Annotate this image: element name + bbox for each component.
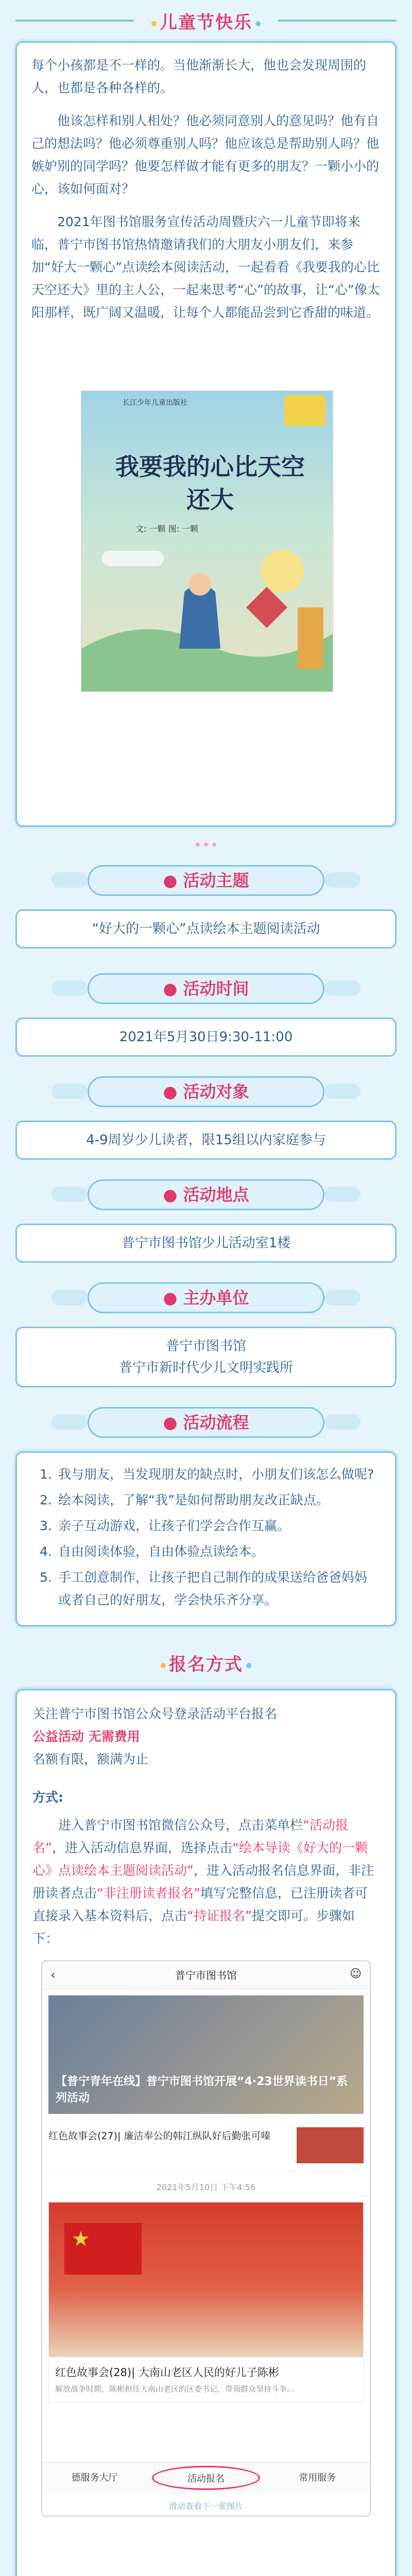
intro-paragraph-3: 2021年图书馆服务宣传活动周暨庆六一儿童节即将来临，普宁市图书馆热情邀请我们的大朋友小朋友们，来参加“好大一颗心”点读绘本阅读活动，一起看看《我要我的心比天空还大》里的主人公，一起来思考“心”的故事，让“心”像太阳那样，既广阔又温暖，让每个人都能品尝到它香甜的味道。	[31, 214, 380, 320]
target-heading-band	[31, 1072, 381, 1111]
dot-icon	[246, 1663, 251, 1668]
method-text: 进入普宁市图书馆微信公众号，点击菜单栏“活动报名”，进入活动信息界面，选择点击“绘本导读《好大的一颗心》点读绘本主题阅读活动”，进入活动报名信息界面，非注册读者点击“非注册读者报名”填写完整信息，已注册读者可直接录入基本资料后，点击“持证报名”提交即可。步骤如下：	[32, 1818, 374, 1946]
band-ear-left	[52, 872, 88, 888]
process-step: 2. 绘本阅读，了解“我”是如何帮助朋友改正缺点。	[40, 1493, 329, 1507]
time-value: 2021年5月30日9:30-11:00	[119, 1029, 293, 1045]
menu-item-activity-signup[interactable]: 活动报名	[152, 2466, 260, 2490]
page-title	[0, 0, 412, 33]
book-author: 文: 一颗 图: 一颗	[135, 524, 199, 534]
process-heading: ● 活动流程	[88, 1407, 324, 1438]
header-banner	[0, 0, 412, 41]
publisher-label: 长江少年儿童出版社	[123, 399, 187, 407]
place-value: 普宁市图书馆少儿活动室1楼	[121, 1235, 291, 1251]
phone-menu-bar	[42, 2462, 370, 2493]
wechat-screenshot	[41, 1960, 371, 2517]
band-ear-left	[52, 980, 88, 996]
book-illustration	[81, 530, 333, 692]
organizer-box	[15, 1327, 397, 1387]
book-cover-image	[81, 391, 333, 692]
band-ear-left	[52, 1414, 88, 1430]
band-ear-left	[52, 1187, 88, 1202]
dot-icon	[161, 1663, 166, 1668]
method-label: 方式:	[32, 1790, 63, 1805]
book-title: 我要我的心比天空还大	[115, 453, 305, 514]
news-card-3[interactable]	[48, 2202, 364, 2403]
person-icon[interactable]: ☺	[350, 1968, 362, 1980]
theme-heading: ● 活动主题	[88, 865, 324, 896]
process-step: 1. 我与朋友，当发现朋友的缺点时，小朋友们该怎么做呢?	[40, 1467, 374, 1482]
menu-item-common-services[interactable]: 常用服务	[299, 2472, 336, 2483]
theme-value: “好大的一颗心”点读绘本主题阅读活动	[92, 921, 320, 937]
process-box	[15, 1451, 397, 1626]
dot-icon	[151, 21, 157, 26]
intro-paragraph-1: 每个小孩都是不一样的。当他渐渐长大，他也会发现周围的人，也都是各种各样的。	[31, 58, 367, 95]
news-title-1: 【普宁青年在线】普宁市图书馆开展“4·23世界读书日”系列活动	[56, 2075, 348, 2105]
process-heading-band	[31, 1403, 381, 1442]
intro-paragraph-2: 他该怎样和别人相处？他必须同意别人的意见吗？他有自己的想法吗？他必须尊重别人吗？他应该总是帮助别人吗？他嫉妒别的同学吗？他要怎样做才能有更多的朋友？一颗小小的心，该如何面对？	[31, 113, 380, 196]
signup-box	[15, 1689, 397, 2576]
theme-box	[15, 909, 397, 948]
kite-shape	[246, 587, 287, 628]
time-heading-band	[31, 969, 381, 1008]
place-heading: ● 活动地点	[88, 1179, 324, 1210]
news-title-3: 红色故事会(28)| 大南山老区人民的好儿子陈彬	[55, 2366, 279, 2379]
band-ear-right	[324, 1187, 360, 1202]
time-heading: ● 活动时间	[88, 973, 324, 1004]
intro-box	[15, 41, 397, 827]
phone-titlebar	[42, 1961, 370, 1989]
signup-line: 关注普宁市图书馆公众号登录活动平台报名 公益活动 无需费用 名额有限，额满为止	[32, 1706, 278, 1767]
band-ear-right	[324, 1290, 360, 1305]
divider-dots	[0, 837, 412, 851]
sun-shape	[261, 550, 304, 593]
process-step: 5. 手工创意制作，让孩子把自己制作的成果送给爸爸妈妈或者自己的好朋友，学会快乐齐分享。	[40, 1570, 368, 1607]
band-ear-right	[324, 872, 360, 888]
process-steps	[40, 1463, 380, 1612]
theme-heading-band	[31, 861, 381, 900]
news-sub-3: 解放战争时期，陈彬担任大南山老区的区委书记，带领群众坚持斗争...	[55, 2384, 295, 2394]
target-box	[15, 1121, 397, 1160]
book-badge	[284, 395, 325, 426]
band-ear-right	[324, 1083, 360, 1099]
band-ear-left	[52, 1083, 88, 1099]
phone-title: 普宁市图书馆	[175, 1969, 237, 1981]
cloud-shape	[102, 551, 164, 566]
swipe-hint: 滑动查看下一张图片	[168, 2501, 243, 2511]
news-date: 2021年5月10日 下午4:56	[156, 2182, 256, 2192]
band-ear-right	[324, 1414, 360, 1430]
menu-item-service-hall[interactable]: 德服务大厅	[71, 2472, 118, 2483]
free-note: 公益活动 无需费用	[32, 1729, 140, 1744]
news-card-1[interactable]	[48, 1995, 364, 2114]
band-ear-right	[324, 980, 360, 996]
news-thumb-2	[297, 2127, 364, 2163]
back-icon[interactable]: ‹	[50, 1968, 56, 1982]
header-title: 儿童节快乐	[160, 12, 252, 33]
news-item-2[interactable]	[48, 2120, 364, 2172]
star-icon: ★	[72, 2227, 90, 2251]
time-box	[15, 1018, 397, 1057]
target-value: 4-9周岁少儿读者，限15组以内家庭参与	[86, 1132, 326, 1148]
child-head	[188, 573, 211, 596]
organizer-line-1: 普宁市图书馆	[165, 1338, 246, 1354]
signup-heading: 报名方式	[0, 1650, 412, 1675]
dot-icon	[255, 21, 261, 26]
organizer-heading: ● 主办单位	[88, 1282, 324, 1313]
band-ear-left	[52, 1290, 88, 1305]
place-heading-band	[31, 1175, 381, 1214]
organizer-line-2: 普宁市新时代少儿文明实践所	[118, 1360, 293, 1376]
tower-shape	[298, 607, 323, 669]
place-box	[15, 1224, 397, 1263]
organizer-heading-band	[31, 1278, 381, 1317]
news-image-3	[49, 2202, 363, 2357]
target-heading: ● 活动对象	[88, 1076, 324, 1107]
process-step: 3. 亲子互动游戏，让孩子们学会合作互赢。	[40, 1518, 290, 1533]
process-step: 4. 自由阅读体验，自由体验点读绘本。	[40, 1544, 265, 1559]
news-title-2: 红色故事会(27)| 廉洁奉公的韩江纵队好后勤张可嗪	[48, 2130, 271, 2142]
